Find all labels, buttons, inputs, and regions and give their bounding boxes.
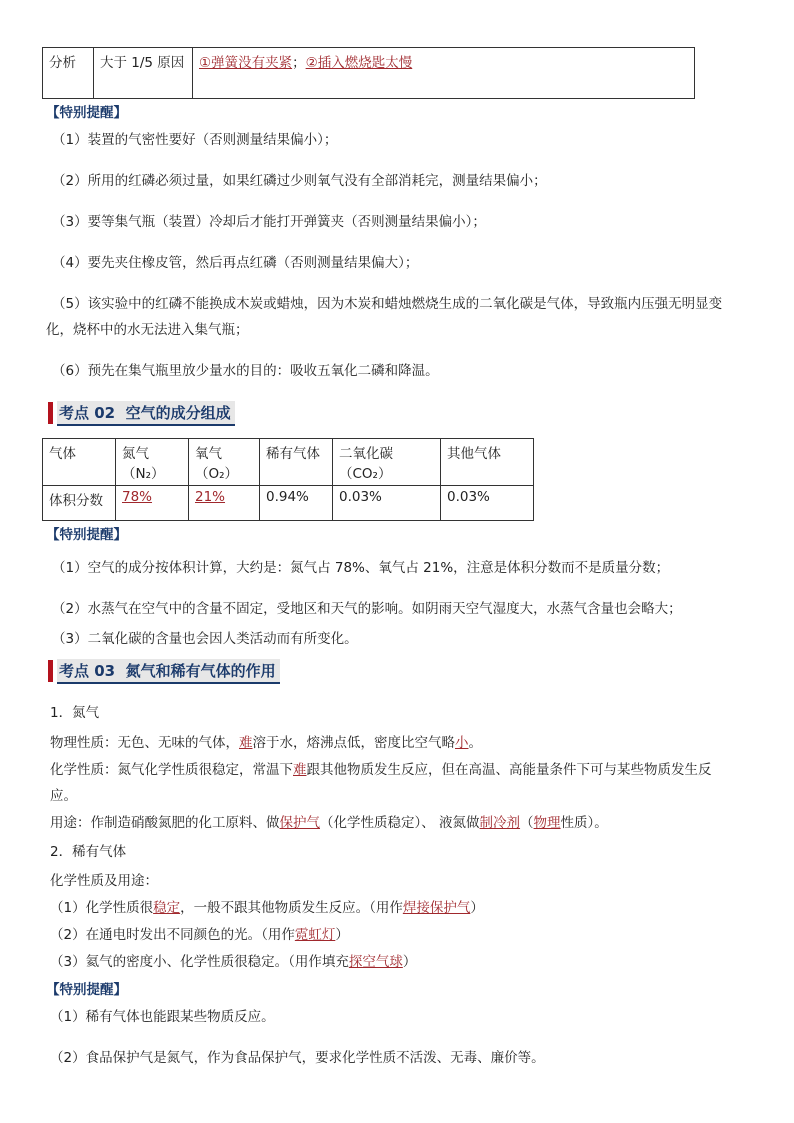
blank-stable: 稳定 [153,900,181,916]
rare-gas-line-3: （3）氦气的密度小、化学性质很稳定。（用作填充探空气球） [50,954,417,970]
value-o2: 21% [195,489,226,505]
rare-gas-subheading: 化学性质及用途： [50,873,158,889]
reason-2: ②插入燃烧匙太慢 [305,55,413,71]
rare-gas-line-1: （1）化学性质很稳定，一般不跟其他物质发生反应。（用作焊接保护气） [50,900,484,916]
blank-refrigerant: 制冷剂 [479,815,521,831]
section-marker [48,402,53,424]
blank-balloon: 探空气球 [348,954,403,970]
tip1-item-1: （1）装置的气密性要好（否则测量结果偏小）； [52,132,338,148]
rare-gas-heading: 2．稀有气体 [50,844,127,860]
section-03-heading [48,660,280,682]
section-02-title: 空气的成分组成 [125,403,231,422]
section-02-heading [48,402,235,424]
rare-gas-line-2: （2）在通电时发出不同颜色的光。（用作霓虹灯） [50,927,349,943]
reason-sep: ； [292,55,306,71]
reason-label: 大于 1/5 原因 [94,48,193,99]
header-n2: 氮气（N₂） [116,439,189,486]
nitrogen-physical: 物理性质：无色、无味的气体，难溶于水，熔沸点低，密度比空气略小。 [50,735,482,751]
tip3-item-1: （1）稀有气体也能跟某些物质反应。 [50,1009,275,1025]
blank-hard-dissolve: 难 [239,735,253,751]
analysis-table [42,47,695,99]
blank-neon-light: 霓虹灯 [294,927,336,943]
nitrogen-chemical: 化学性质：氮气化学性质很稳定，常温下难跟其他物质发生反应，但在高温、高能量条件下可与某些物质发生反 [50,762,712,778]
nitrogen-uses: 用途：作制造硝酸氮肥的化工原料、做保护气（化学性质稳定）、 液氮做制冷剂（物理性质）。 [50,815,608,831]
tip1-item-4: （4）要先夹住橡皮管，然后再点红磷（否则测量结果偏大）； [52,255,419,271]
tip1-item-5: （5）该实验中的红磷不能换成木炭或蜡烛，因为木炭和蜡烛燃烧生成的二氧化碳是气体，导致瓶内压强无明显变 [52,296,723,312]
section-marker [48,660,53,682]
tip2-heading: 【特别提醒】 [46,527,127,543]
tip2-item-2: （2）水蒸气在空气中的含量不固定，受地区和天气的影响。如阴雨天空气湿度大，水蒸气含量也会略大； [52,601,682,617]
tip1-item-5-cont: 化，烧杯中的水无法进入集气瓶； [46,322,249,338]
value-other: 0.03% [441,486,534,521]
tip3-item-2: （2）食品保护气是氮气，作为食品保护气，要求化学性质不活泼、无毒、廉价等。 [50,1050,545,1066]
blank-physical: 物理 [533,815,561,831]
tip2-item-3: （3）二氧化碳的含量也会因人类活动而有所变化。 [52,631,358,647]
reason-1: ①弹簧没有夹紧 [199,55,293,71]
tip1-heading: 【特别提醒】 [46,105,127,121]
section-03-tag: 考点 03 [59,661,116,680]
blank-hard-react: 难 [293,762,307,778]
blank-protective-gas: 保护气 [279,815,320,831]
blank-smaller: 小 [455,735,469,751]
section-03-title: 氮气和稀有气体的作用 [125,661,276,680]
tip1-item-2: （2）所用的红磷必须过量，如果红磷过少则氧气没有全部消耗完，测量结果偏小； [52,173,547,189]
reason-value [193,48,695,99]
header-gas: 气体 [43,439,116,486]
nitrogen-heading: 1．氮气 [50,705,100,721]
section-02-tag: 考点 02 [59,403,116,422]
tip2-item-1: （1）空气的成分按体积计算，大约是：氮气占 78%、氧气占 21%，注意是体积分数而不是质量分数； [52,560,670,576]
row-label: 体积分数 [43,486,116,521]
header-o2: 氧气（O₂） [189,439,260,486]
value-n2: 78% [122,489,153,505]
analysis-label: 分析 [43,48,94,99]
header-co2: 二氧化碳（CO₂） [333,439,441,486]
value-rare: 0.94% [260,486,333,521]
blank-welding: 焊接保护气 [402,900,471,916]
nitrogen-chemical-cont: 应。 [50,788,77,804]
tip3-heading: 【特别提醒】 [46,982,127,998]
air-composition-table [42,438,534,521]
header-rare: 稀有气体 [260,439,333,486]
value-co2: 0.03% [333,486,441,521]
tip1-item-3: （3）要等集气瓶（装置）冷却后才能打开弹簧夹（否则测量结果偏小）； [52,214,486,230]
header-other: 其他气体 [441,439,534,486]
tip1-item-6: （6）预先在集气瓶里放少量水的目的：吸收五氧化二磷和降温。 [52,363,439,379]
